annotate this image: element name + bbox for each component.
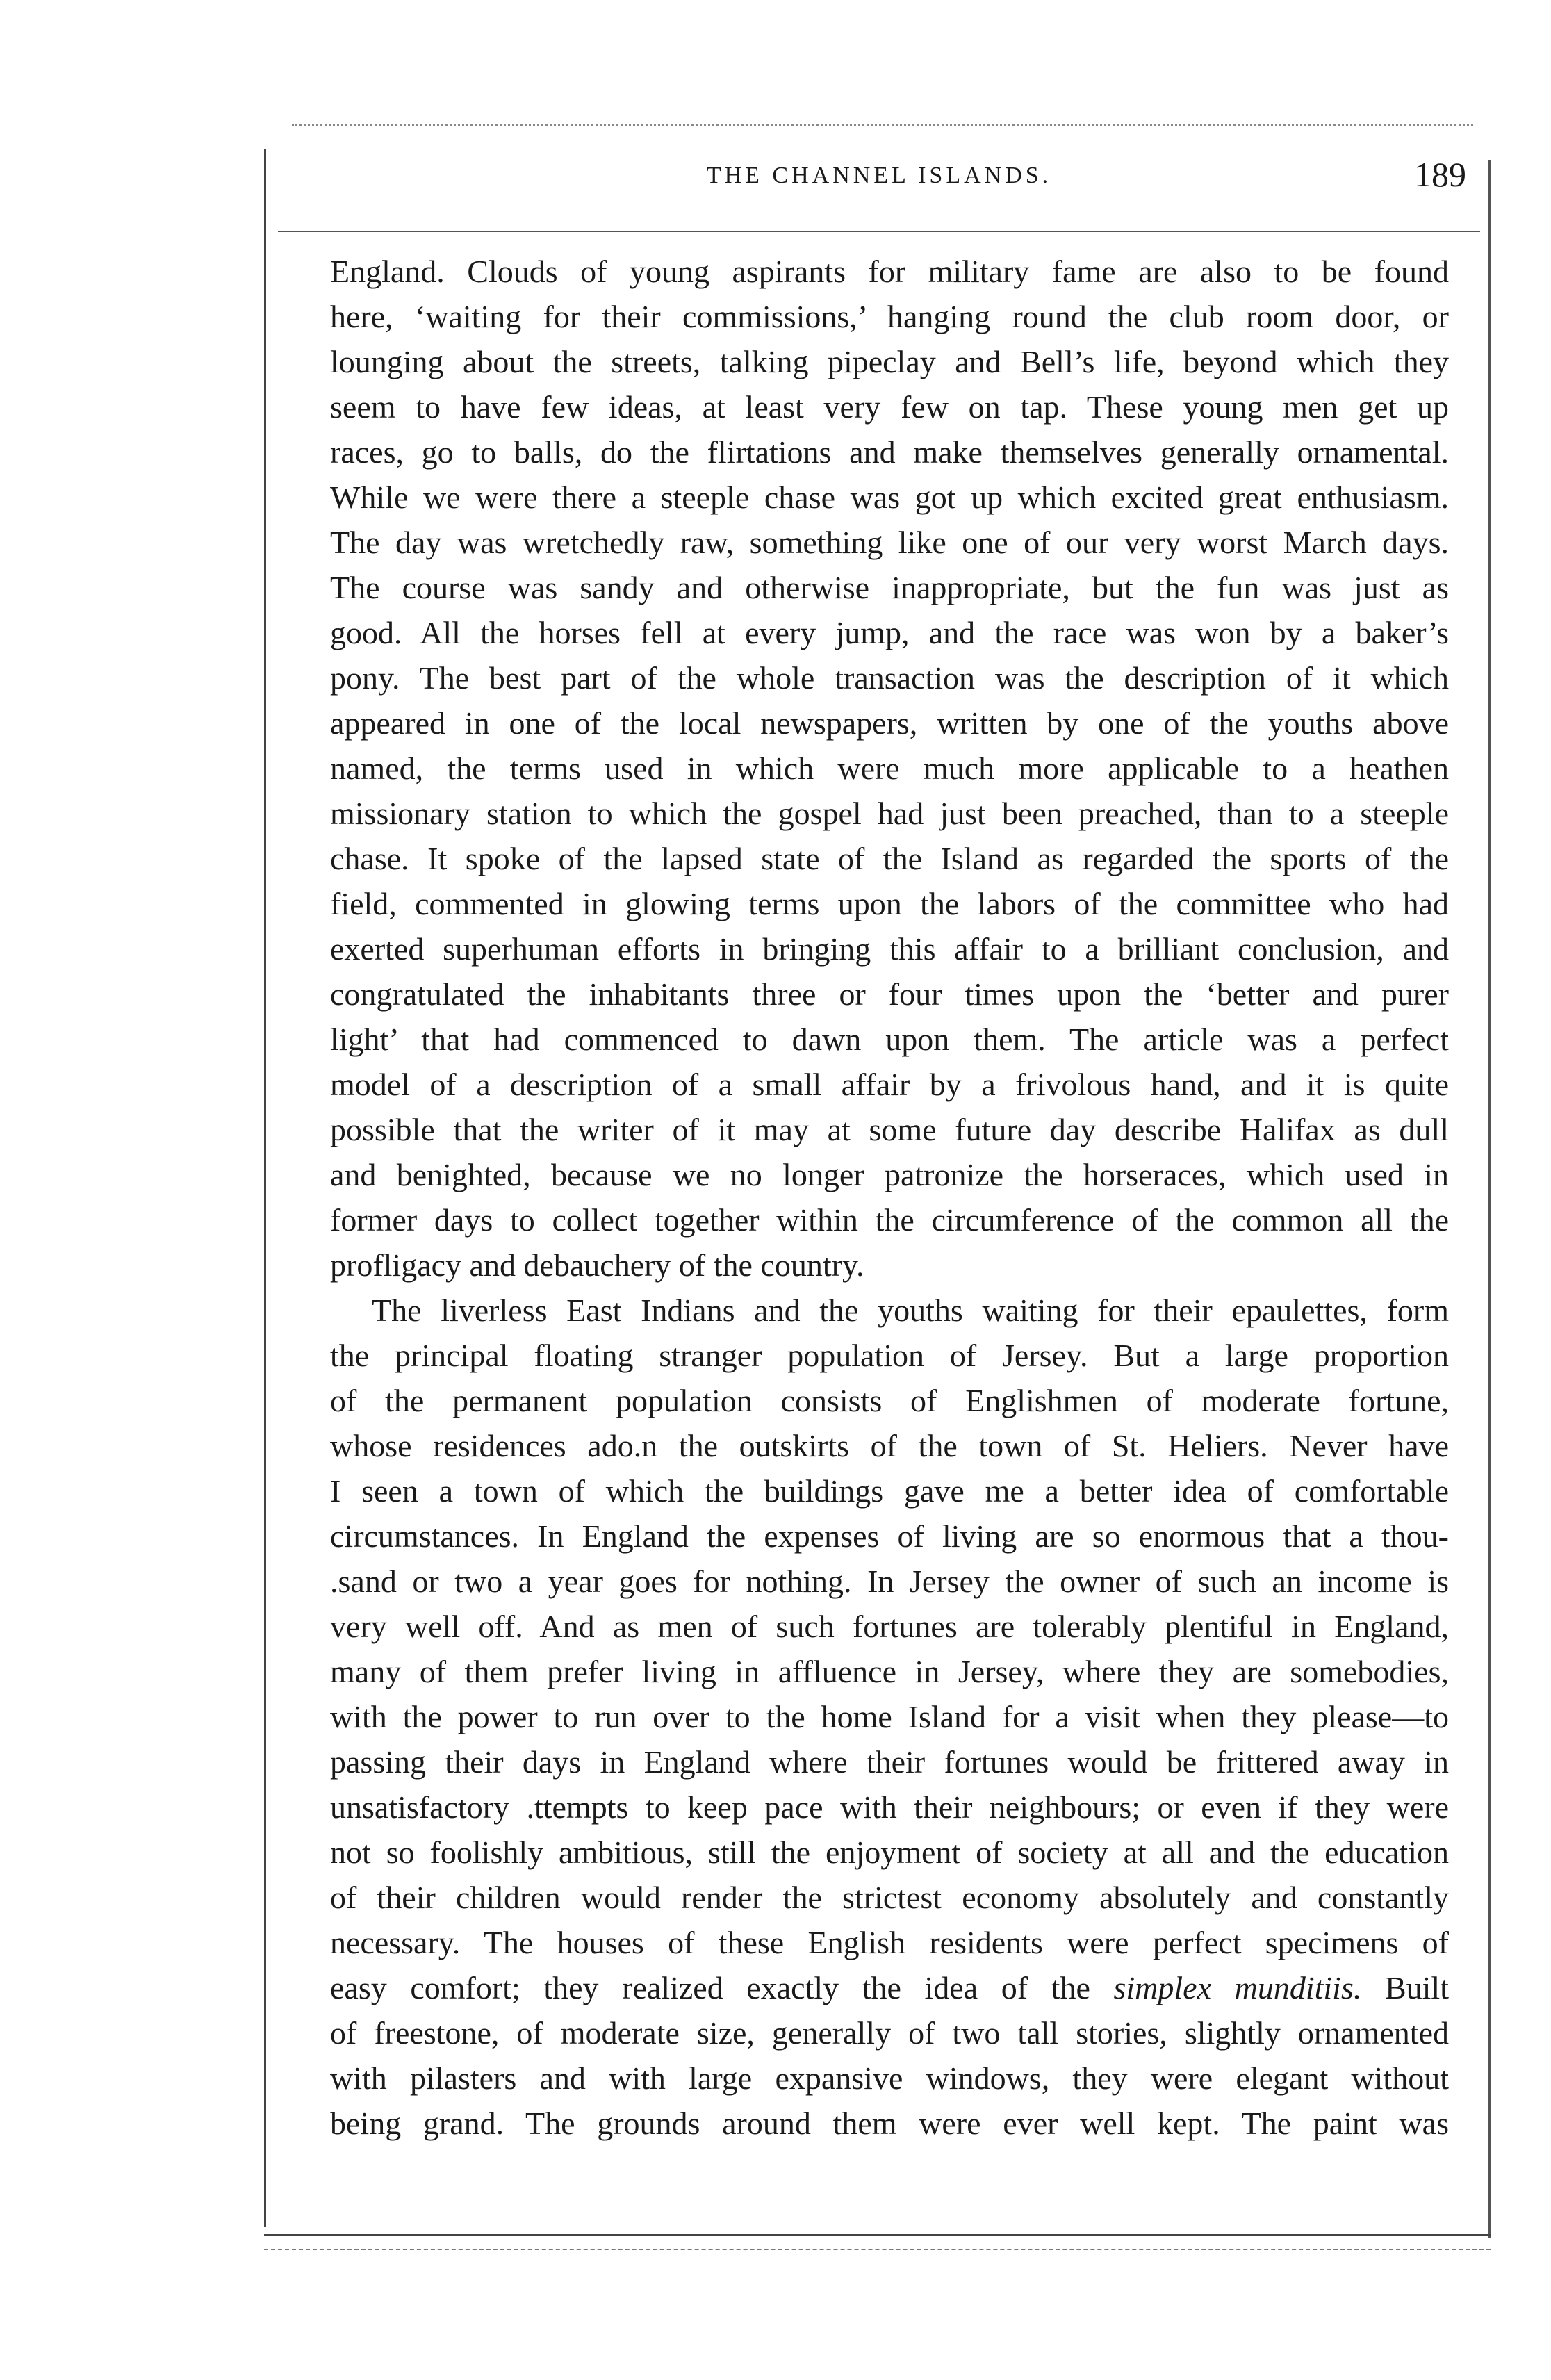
text-line: races, go to balls, do the flirtations and make themselves generally ornamental. [330,434,1449,470]
text-line: chase. It spoke of the lapsed state of the Island as regarded the sports of the [330,841,1449,876]
top-edge-noise [292,124,1473,126]
text-line: .sand or two a year goes for nothing. In Jersey the owner of such an income is [330,1564,1449,1599]
italic-phrase: simplex munditiis. [1113,1970,1362,2005]
text-line: here, ‘waiting for their commissions,’ hanging round the club room door, or [330,299,1449,334]
text-line: congratulated the inhabitants three or four times upon the ‘better and purer [330,976,1449,1012]
text-line: lounging about the streets, talking pipeclay and Bell’s life, beyond which they [330,344,1449,379]
text-line: England. Clouds of young aspirants for military fame are also to be found [330,254,1449,289]
text-line: the principal floating stranger population of Jersey. But a large proportion [330,1338,1449,1373]
text-line: While we were there a steeple chase was got up which excited great enthusiasm. [330,479,1449,515]
text-line: many of them prefer living in affluence in Jersey, where they are somebodies, [330,1654,1449,1689]
text-line: The day was wretchedly raw, something like one of our very worst March days. [330,525,1449,560]
text-line: good. All the horses fell at every jump, and the race was won by a baker’s [330,615,1449,650]
text-line: field, commented in glowing terms upon the labors of the committee who had [330,886,1449,921]
text-line: former days to collect together within the circumference of the common all the [330,1202,1449,1238]
page-border-right [1488,160,1491,2238]
text-line: The liverless East Indians and the youths waiting for their epaulettes, form [372,1292,1449,1328]
text-line: missionary station to which the gospel had just been preached, than to a steeple [330,796,1449,831]
text-line-with-italic [330,1965,1449,2010]
text-line: named, the terms used in which were much more applicable to a heathen [330,750,1449,786]
text-line: of freestone, of moderate size, generally of two tall stories, slightly ornamented [330,2015,1449,2051]
text-line: profligacy and debauchery of the country. [330,1247,864,1283]
text-line: of the permanent population consists of Englishmen of moderate fortune, [330,1383,1449,1418]
page-border-bottom [264,2234,1491,2236]
text-line: very well off. And as men of such fortunes are tolerably plentiful in England, [330,1609,1449,1644]
page-header [278,154,1480,217]
text-line: appeared in one of the local newspapers, written by one of the youths above [330,705,1449,741]
text-line: I seen a town of which the buildings gave me a better idea of comfortable [330,1473,1449,1509]
text-line: exerted superhuman efforts in bringing this affair to a brilliant conclusion, and [330,931,1449,967]
text-line: seem to have few ideas, at least very few on tap. These young men get up [330,389,1449,425]
text-line: with pilasters and with large expansive windows, they were elegant without [330,2060,1449,2096]
running-head: THE CHANNEL ISLANDS. [706,163,1052,188]
text-line: necessary. The houses of these English residents were perfect specimens of [330,1925,1449,1960]
text-line: being grand. The grounds around them were ever well kept. The paint was [330,2106,1449,2141]
text-line: circumstances. In England the expenses of living are so enormous that a thou- [330,1518,1449,1554]
text-line: pony. The best part of the whole transaction was the description of it which [330,660,1449,696]
page-border-left [264,149,266,2227]
page-border-bottom-inner [264,2249,1491,2250]
text-line: light’ that had commenced to dawn upon them. The article was a perfect [330,1021,1449,1057]
text-line: model of a description of a small affair by a frivolous hand, and it is quite [330,1067,1449,1102]
body-text [330,249,1449,2146]
text-line: of their children would render the strictest economy absolutely and constantly [330,1880,1449,1915]
page-number: 189 [1414,155,1466,194]
header-rule [278,231,1480,232]
text-line: and benighted, because we no longer patronize the horseraces, which used in [330,1157,1449,1192]
text-line: with the power to run over to the home Island for a visit when they please—to [330,1699,1449,1734]
text-segment: Built [1361,1970,1449,2005]
text-line: The course was sandy and otherwise inappropriate, but the fun was just as [330,570,1449,605]
text-line: unsatisfactory .ttempts to keep pace with their neighbours; or even if they were [330,1789,1449,1825]
text-line: possible that the writer of it may at some future day describe Halifax as dull [330,1112,1449,1147]
text-segment: easy comfort; they realized exactly the idea of the [330,1970,1114,2005]
text-line: passing their days in England where their fortunes would be frittered away in [330,1744,1449,1780]
text-line: not so foolishly ambitious, still the enjoyment of society at all and the education [330,1835,1449,1870]
text-line: whose residences ado.n the outskirts of the town of St. Heliers. Never have [330,1428,1449,1463]
